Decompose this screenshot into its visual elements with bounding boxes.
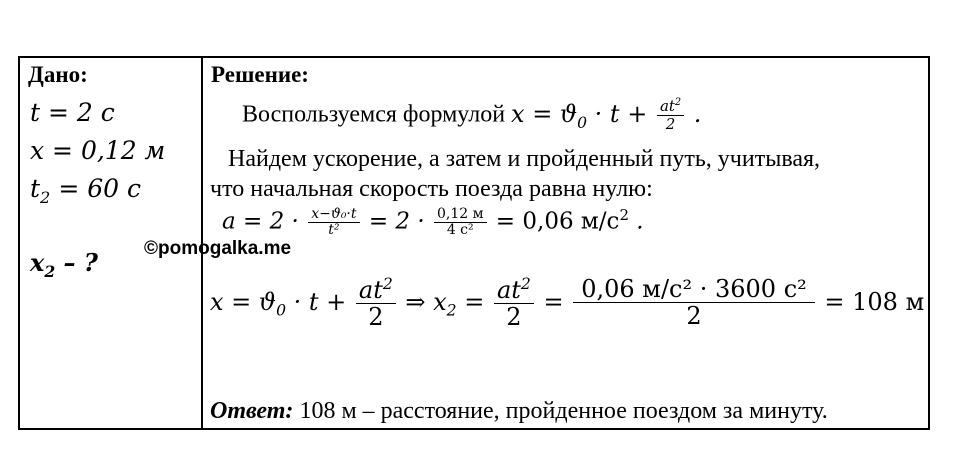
given-question: $x_2$ – ? — [30, 248, 98, 281]
formula-3-eq: = — [456, 287, 492, 316]
formula-2-tail: . — [636, 208, 644, 235]
formula-2-frac2-den: 4 c² — [446, 221, 474, 238]
solution-line-1 — [242, 98, 701, 132]
formula-2-fraction-2 — [434, 207, 487, 238]
given-t2: $t_2 = 60$ c — [30, 174, 141, 207]
answer-text: 108 м – расстояние, пройденное поездом за минуту. — [293, 398, 828, 424]
formula-3-arrow: ⇒ x — [397, 287, 447, 316]
formula-1-fraction: $\frac{at^2}{2}$ — [657, 98, 684, 132]
given-question-rest: – ? — [55, 248, 98, 277]
formula-1-den: 2 — [665, 114, 676, 133]
answer-line — [210, 398, 828, 425]
given-question-var: x — [30, 248, 45, 277]
solution-line-3: что начальная скорость поезда равна нулю: — [210, 176, 653, 202]
formula-2-frac1-den: t² — [328, 221, 340, 238]
answer-label: Ответ: — [210, 398, 294, 424]
formula-2-lhs: a = 2 · — [222, 208, 307, 235]
formula-1-lhs: x = ϑ — [511, 99, 578, 128]
formula-2-fraction-1 — [308, 207, 359, 238]
watermark: ©pomogalka.me — [144, 238, 292, 259]
formula-3-frac2-num: at — [496, 276, 521, 304]
formula-2-frac1-num: x−ϑ₀·t — [308, 207, 359, 223]
solution-heading: Решение: — [211, 62, 309, 87]
formula-1-num: at — [659, 97, 675, 115]
given-t2-var: t — [30, 174, 41, 203]
formula-3-frac3-num: 0,06 м/c² · 3600 c² — [573, 277, 815, 303]
formula-3-frac2-den: 2 — [506, 303, 522, 332]
formula-3-lhs: x = ϑ — [210, 287, 277, 316]
solution-table — [18, 56, 930, 430]
formula-2: a = 2 · $\frac{\text{x−ϑ₀·t}}{\text{t²}}$ = 2 · $\frac{0,12 м}{\text{4 c²}}$ = 0,06 $м/c^2$ . — [222, 206, 644, 238]
formula-2-middle: = 2 · — [361, 208, 432, 235]
given-t: t = 2 c — [30, 98, 115, 127]
line-1-text: Воспользуемся формулой — [242, 101, 512, 128]
solution-line-2: Найдем ускорение, а затем и пройденный путь, учитывая, — [228, 146, 821, 172]
formula-1-tail: . — [693, 99, 702, 128]
formula-3-fraction-1: $\frac{at^2}{2}$ — [356, 276, 396, 331]
formula-3-frac1-num: at — [358, 276, 383, 304]
given-t2-value: = 60 c — [50, 174, 141, 203]
formula-2-frac2-num: 0,12 м — [434, 207, 487, 223]
formula-3-frac1-den: 2 — [368, 303, 384, 332]
formula-1: $x = ϑ_0 \cdot t$ + $\frac{at^2}{2}$ . — [511, 97, 702, 133]
formula-3-fraction-2: $\frac{at^2}{2}$ — [494, 276, 534, 331]
formula-3-fraction-3 — [573, 277, 815, 330]
formula-3: $x = ϑ_0 \cdot t$ + $\frac{at^2}{2}$ ⇒ $x_2$ = $\frac{at^2}{2}$ = $\frac{\text{0,06 м/c² · 3600 c²}}{2}$ = 108 м — [210, 275, 925, 332]
formula-3-eq2: = — [535, 287, 572, 316]
formula-1-mid: · t + — [587, 99, 655, 128]
formula-3-mid: · t + — [285, 287, 354, 316]
formula-3-frac3-den: 2 — [686, 302, 702, 331]
formula-3-rhs: = 108 м — [816, 287, 925, 316]
given-x: x = 0,12 м — [30, 136, 166, 165]
formula-2-rhs: = 0,06 м/c — [488, 208, 620, 235]
given-heading: Дано: — [28, 62, 88, 87]
